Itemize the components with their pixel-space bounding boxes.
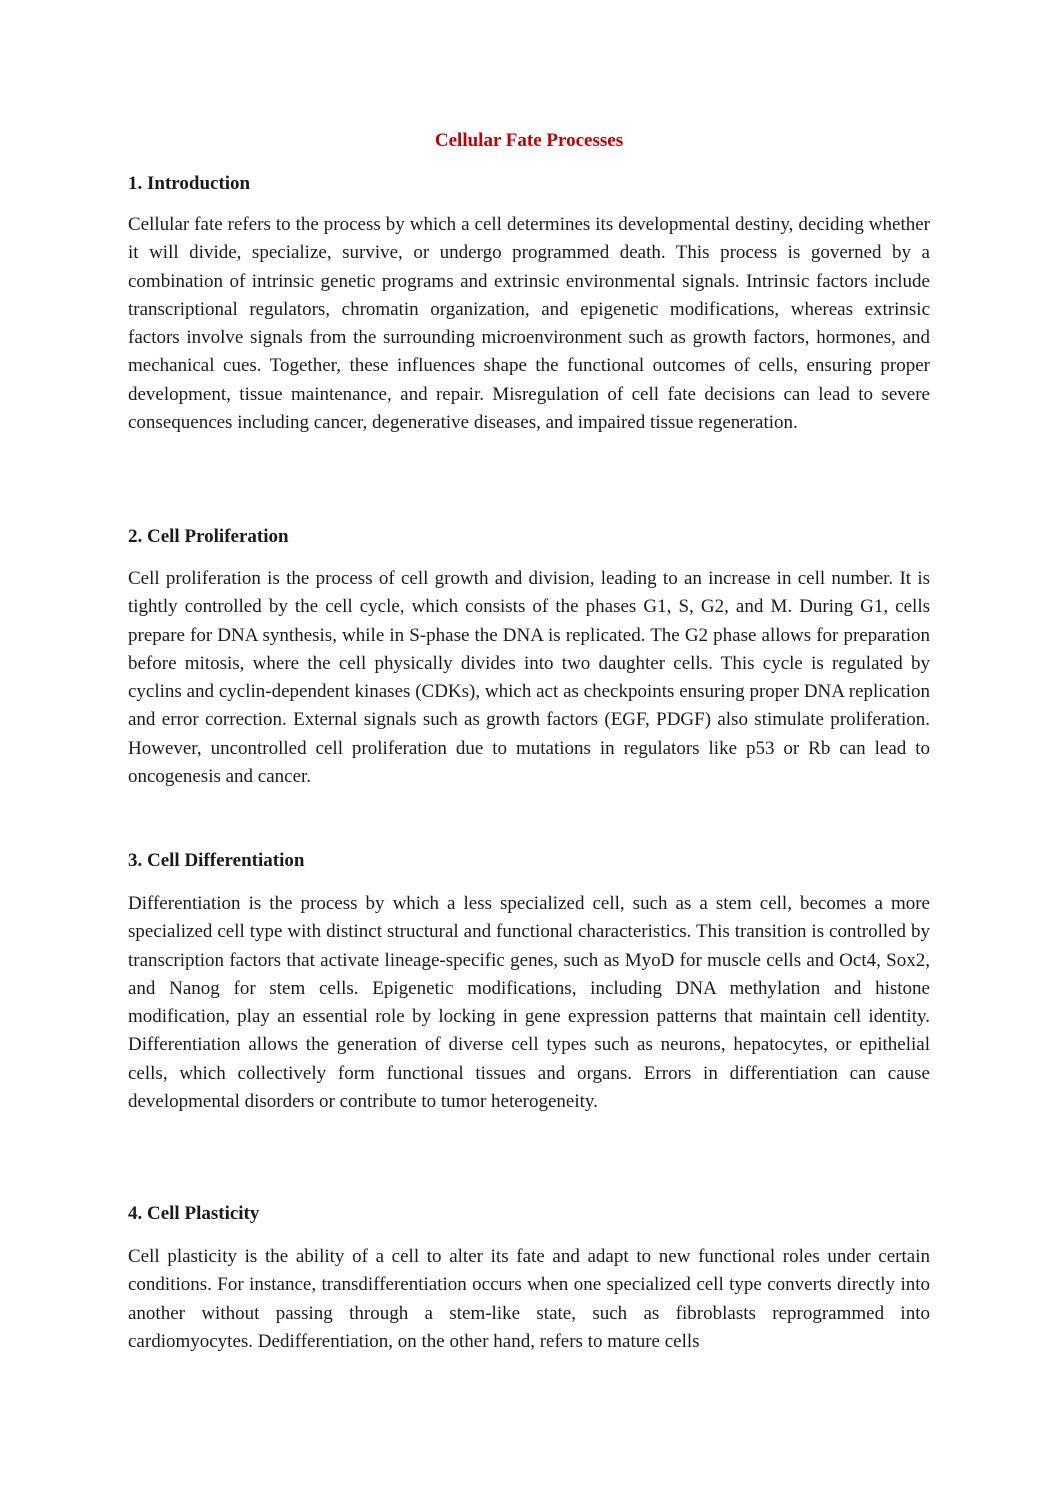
section-body-cell-plasticity: Cell plasticity is the ability of a cell to alter its fate and adapt to new functional roles under certain conditions. For instance, transdifferentiation occurs when one specialized cell type converts directly into another without passing through a stem-like state, such as fibroblasts reprogrammed into cardiomyocytes. Dedifferentiation, on the other hand, refers to mature cells [128,1246,930,1352]
section-body-cell-differentiation: Differentiation is the process by which a less specialized cell, such as a stem cell, becomes a more specialized cell type with distinct structural and functional characteristics. This transition is controlled by transcription factors that activate lineage-specific genes, such as MyoD for muscle cells and Oct4, Sox2, and Nanog for stem cells. Epigenetic modifications, including DNA methylation and histone modification, play an essential role by locking in gene expression patterns that maintain cell identity. Differentiation allows the generation of diverse cell types such as neurons, hepatocytes, or epithelial cells, which collectively form functional tissues and organs. Errors in differentiation can cause developmental disorders or contribute to tumor heterogeneity. [128,893,930,1113]
section-heading-cell-plasticity: 4. Cell Plasticity [128,1203,260,1224]
document-title: Cellular Fate Processes [434,130,624,151]
section-body-introduction: Cellular fate refers to the process by which a cell determines its developmental destiny, deciding whether it will divide, specialize, survive, or undergo programmed death. This process is governed by a combination of intrinsic genetic programs and extrinsic environmental signals. Intrinsic factors include transcriptional regulators, chromatin organization, and epigenetic modifications, whereas extrinsic factors involve signals from the surrounding microenvironment such as growth factors, hormones, and mechanical cues. Together, these influences shape the functional outcomes of cells, ensuring proper development, tissue maintenance, and repair. Misregulation of cell fate decisions can lead to severe consequences including cancer, degenerative diseases, and impaired tissue regeneration. [128,214,930,434]
section-heading-cell-differentiation: 3. Cell Differentiation [128,850,305,871]
section-body-cell-proliferation: Cell proliferation is the process of cell growth and division, leading to an increase in cell number. It is tightly controlled by the cell cycle, which consists of the phases G1, S, G2, and M. During G1, cells prepare for DNA synthesis, while in S-phase the DNA is replicated. The G2 phase allows for preparation before mitosis, where the cell physically divides into two daughter cells. This cycle is regulated by cyclins and cyclin-dependent kinases (CDKs), which act as checkpoints ensuring proper DNA replication and error correction. External signals such as growth factors (EGF, PDGF) also stimulate proliferation. However, uncontrolled cell proliferation due to mutations in regulators like p53 or Rb can lead to oncogenesis and cancer. [128,568,930,788]
section-heading-cell-proliferation: 2. Cell Proliferation [128,526,289,547]
section-heading-introduction: 1. Introduction [128,173,251,194]
